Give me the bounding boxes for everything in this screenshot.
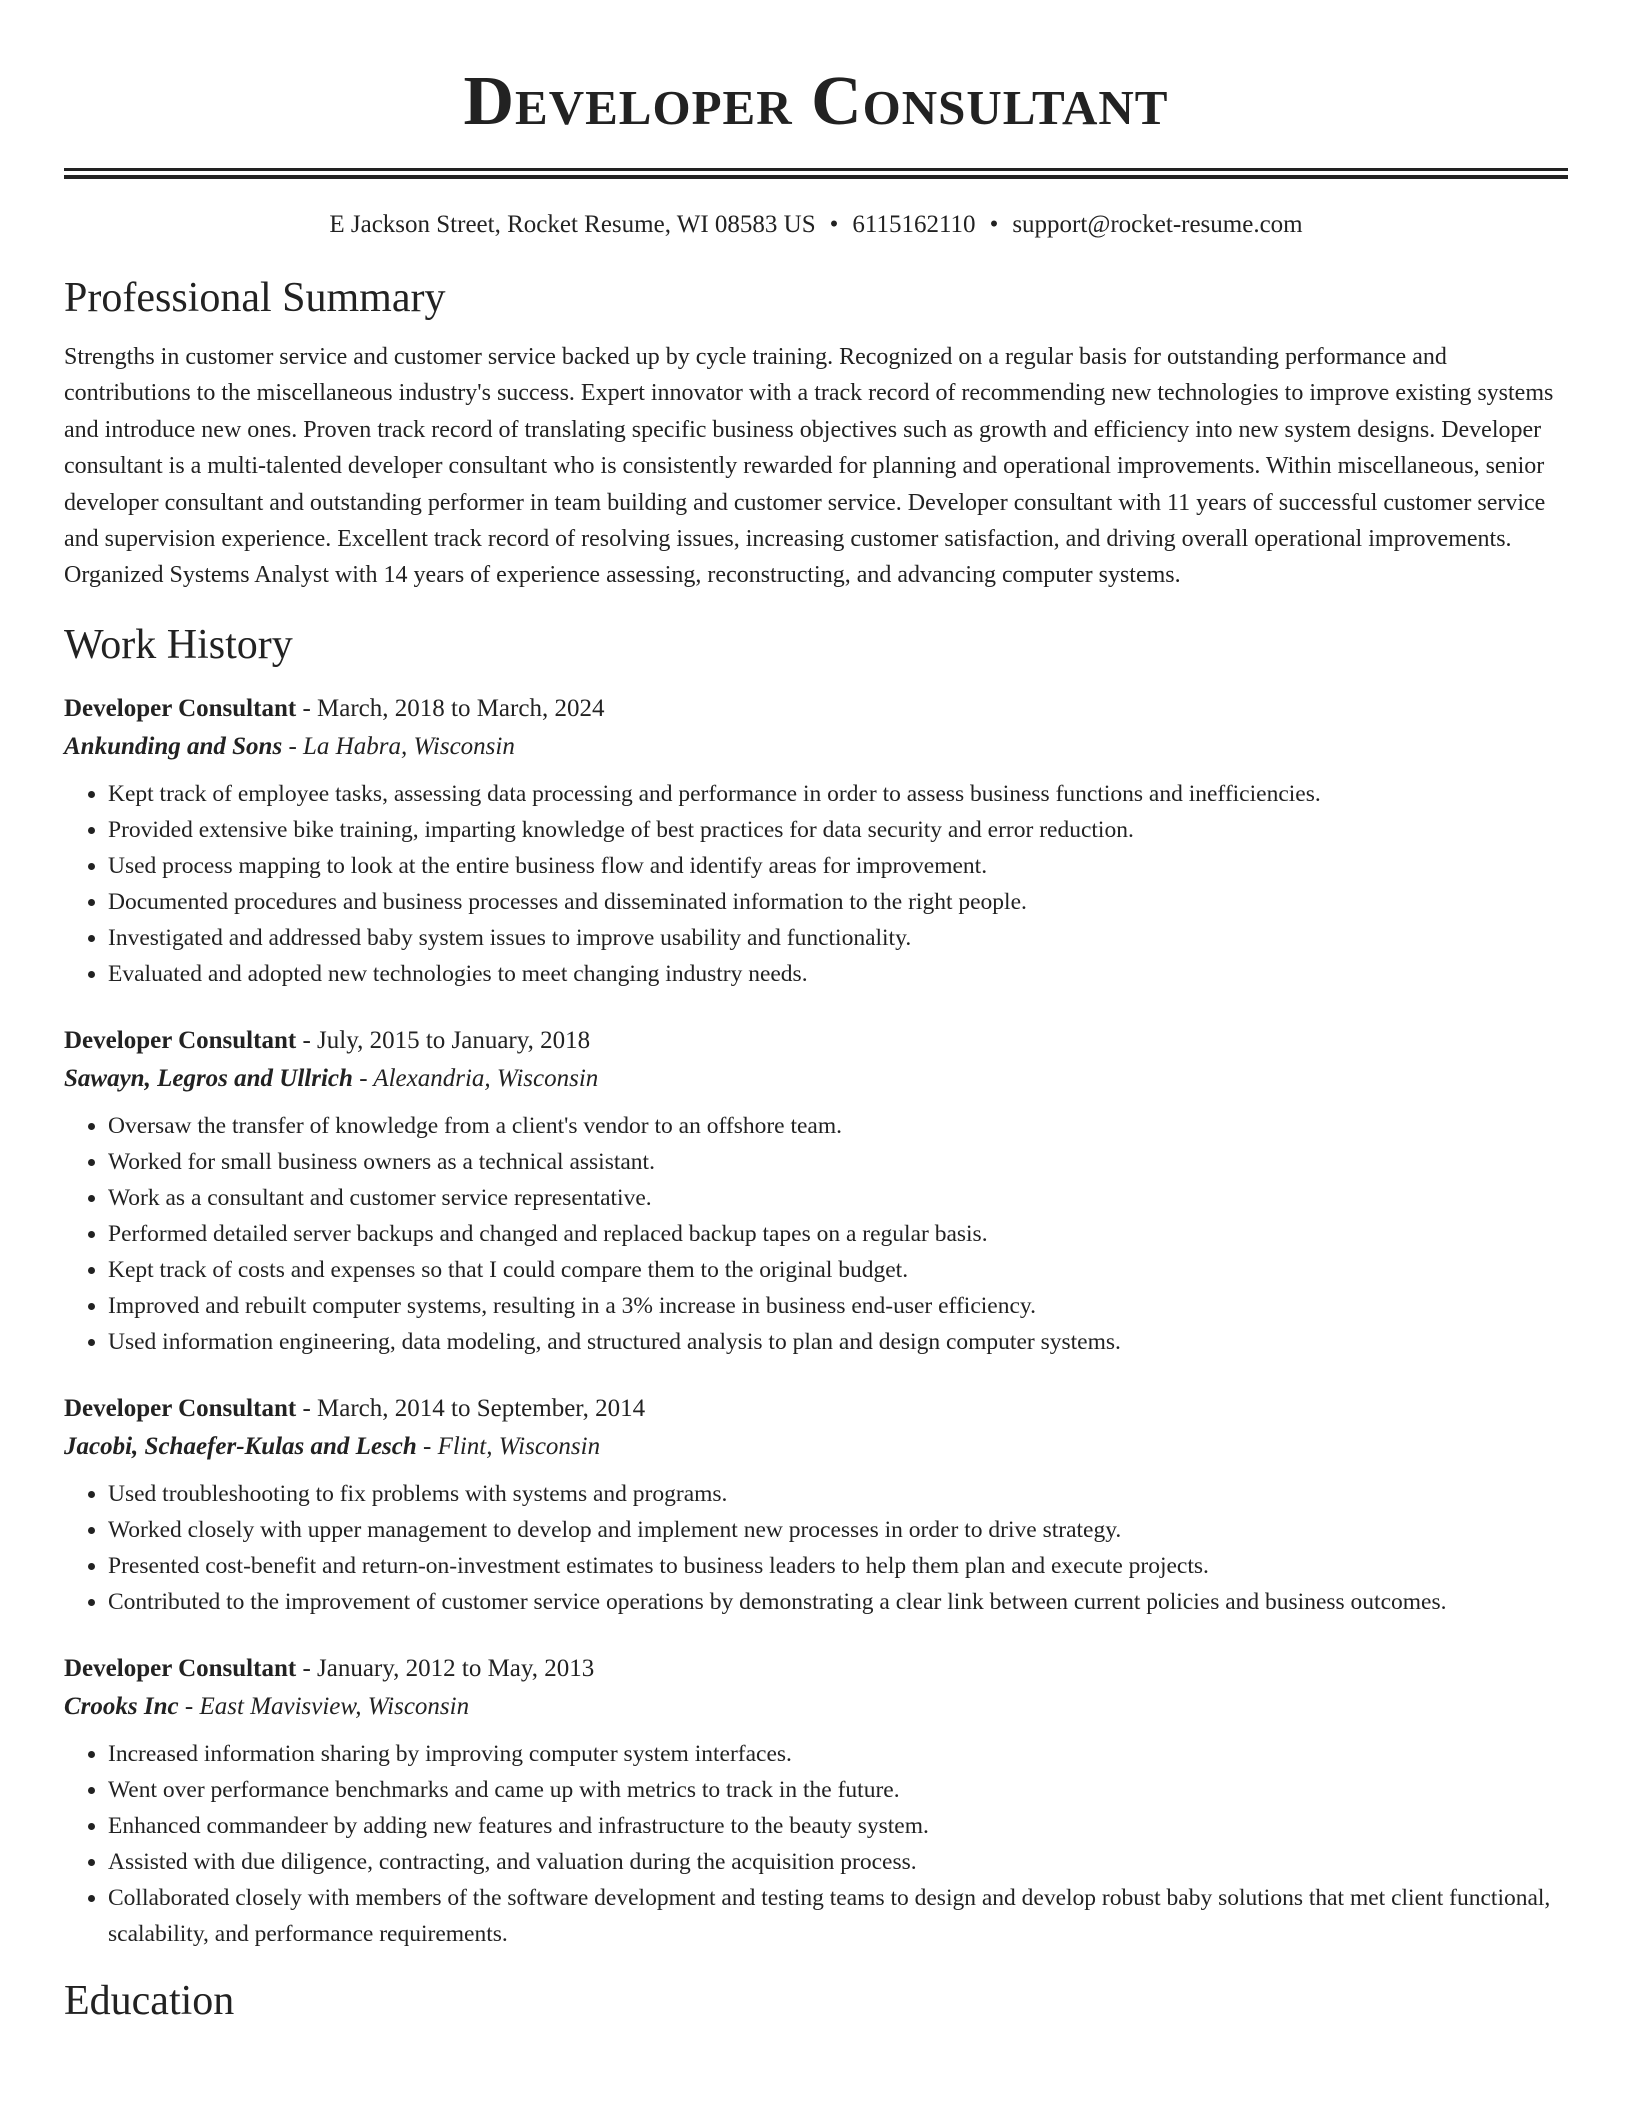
duty-item: • Improved and rebuilt computer systems, resulting in a 3% increase in business end-user efficiency. bbox=[108, 1288, 1568, 1324]
job-dates: - March, 2014 to September, 2014 bbox=[296, 1394, 646, 1422]
job-dates: - July, 2015 to January, 2018 bbox=[296, 1026, 591, 1054]
job-duties-list bbox=[64, 1736, 1568, 1952]
duty-item: • Enhanced commandeer by adding new features and infrastructure to the beauty system. bbox=[108, 1808, 1568, 1844]
job-title-line bbox=[64, 1390, 1568, 1428]
job-duties-list bbox=[64, 776, 1568, 992]
job-title-line bbox=[64, 1650, 1568, 1688]
job-role: Developer Consultant bbox=[64, 694, 297, 722]
duty-item: • Provided extensive bike training, imparting knowledge of best practices for data security and error reduction. bbox=[108, 812, 1568, 848]
contact-separator: • bbox=[829, 211, 839, 238]
job-role: Developer Consultant bbox=[64, 1394, 297, 1422]
summary-text: Strengths in customer service and customer service backed up by cycle training. Recognized on a regular basis for outstanding performance and contributions to the miscellaneous industry's success. Expert innovator with a track record of recommending new technologies to improve existing systems and introduce new ones. Proven track record of translating specific business objectives such as growth and efficiency into new system designs. Developer consultant is a multi-talented developer consultant who is consistently rewarded for planning and operational improvements. Within miscellaneous, senior developer consultant and outstanding performer in team building and customer service. Developer consultant with 11 years of successful customer service and supervision experience. Excellent track record of resolving issues, increasing customer satisfaction, and driving overall operational improvements. Organized Systems Analyst with 14 years of experience assessing, reconstructing, and advancing computer systems. bbox=[64, 344, 1554, 589]
job-company-line bbox=[64, 1428, 1568, 1466]
duty-item: • Presented cost-benefit and return-on-investment estimates to business leaders to help them plan and execute projects. bbox=[108, 1548, 1568, 1584]
job-company: Ankunding and Sons bbox=[64, 732, 283, 760]
header-rule-bottom bbox=[64, 175, 1568, 179]
duty-item: • Went over performance benchmarks and came up with metrics to track in the future. bbox=[108, 1772, 1568, 1808]
contact-address: E Jackson Street, Rocket Resume, WI 08583 US bbox=[329, 211, 816, 238]
duty-item: • Used troubleshooting to fix problems with systems and programs. bbox=[108, 1476, 1568, 1512]
duty-item: • Worked closely with upper management to develop and implement new processes in order to drive strategy. bbox=[108, 1512, 1568, 1548]
duty-item: • Evaluated and adopted new technologies to meet changing industry needs. bbox=[108, 956, 1568, 992]
duty-item: • Investigated and addressed baby system issues to improve usability and functionality. bbox=[108, 920, 1568, 956]
duty-item: • Collaborated closely with members of the software development and testing teams to design and develop robust baby solutions that met client functional, scalability, and performance requirements. bbox=[108, 1880, 1568, 1952]
contact-email: support@rocket-resume.com bbox=[1012, 211, 1303, 238]
duty-item: • Used process mapping to look at the entire business flow and identify areas for improvement. bbox=[108, 848, 1568, 884]
job-entry bbox=[64, 1390, 1568, 1620]
job-role: Developer Consultant bbox=[64, 1654, 297, 1682]
contact-phone: 6115162110 bbox=[852, 211, 976, 238]
job-title-line bbox=[64, 690, 1568, 728]
duty-item: • Increased information sharing by improving computer system interfaces. bbox=[108, 1736, 1568, 1772]
duty-item: • Documented procedures and business processes and disseminated information to the right people. bbox=[108, 884, 1568, 920]
duty-item: • Work as a consultant and customer service representative. bbox=[108, 1180, 1568, 1216]
job-title-line bbox=[64, 1022, 1568, 1060]
job-location: - La Habra, Wisconsin bbox=[282, 732, 515, 760]
resume-name: Developer Consultant bbox=[463, 63, 1169, 140]
job-company: Sawayn, Legros and Ullrich bbox=[64, 1064, 353, 1092]
section-title-education: Education bbox=[64, 1977, 235, 2024]
duty-item: • Kept track of employee tasks, assessing data processing and performance in order to assess business functions and inefficiencies. bbox=[108, 776, 1568, 812]
duty-item: • Oversaw the transfer of knowledge from a client's vendor to an offshore team. bbox=[108, 1108, 1568, 1144]
section-title-work-history: Work History bbox=[64, 621, 293, 668]
job-duties-list bbox=[64, 1476, 1568, 1620]
resume-content bbox=[64, 0, 1568, 2026]
job-dates: - March, 2018 to March, 2024 bbox=[296, 694, 605, 722]
job-entry bbox=[64, 1650, 1568, 1952]
job-role: Developer Consultant bbox=[64, 1026, 297, 1054]
contact-line bbox=[64, 209, 1568, 241]
job-company: Crooks Inc bbox=[64, 1692, 179, 1720]
job-entry bbox=[64, 690, 1568, 992]
duty-item: • Kept track of costs and expenses so that I could compare them to the original budget. bbox=[108, 1252, 1568, 1288]
job-location: - East Mavisview, Wisconsin bbox=[178, 1692, 470, 1720]
header-rule-top bbox=[64, 168, 1568, 171]
job-company-line bbox=[64, 1688, 1568, 1726]
job-company-line bbox=[64, 728, 1568, 766]
job-location: - Alexandria, Wisconsin bbox=[352, 1064, 599, 1092]
job-duties-list bbox=[64, 1108, 1568, 1360]
job-company: Jacobi, Schaefer-Kulas and Lesch bbox=[64, 1432, 417, 1460]
duty-item: • Worked for small business owners as a technical assistant. bbox=[108, 1144, 1568, 1180]
duty-item: • Performed detailed server backups and changed and replaced backup tapes on a regular basis. bbox=[108, 1216, 1568, 1252]
contact-separator: • bbox=[989, 211, 999, 238]
duty-item: • Assisted with due diligence, contracting, and valuation during the acquisition process. bbox=[108, 1844, 1568, 1880]
duty-item: • Used information engineering, data modeling, and structured analysis to plan and design computer systems. bbox=[108, 1324, 1568, 1360]
job-dates: - January, 2012 to May, 2013 bbox=[296, 1654, 595, 1682]
job-entry bbox=[64, 1022, 1568, 1360]
duty-item: • Contributed to the improvement of customer service operations by demonstrating a clear link between current policies and business outcomes. bbox=[108, 1584, 1568, 1620]
job-location: - Flint, Wisconsin bbox=[416, 1432, 601, 1460]
section-title-summary: Professional Summary bbox=[64, 275, 446, 321]
job-company-line bbox=[64, 1060, 1568, 1098]
